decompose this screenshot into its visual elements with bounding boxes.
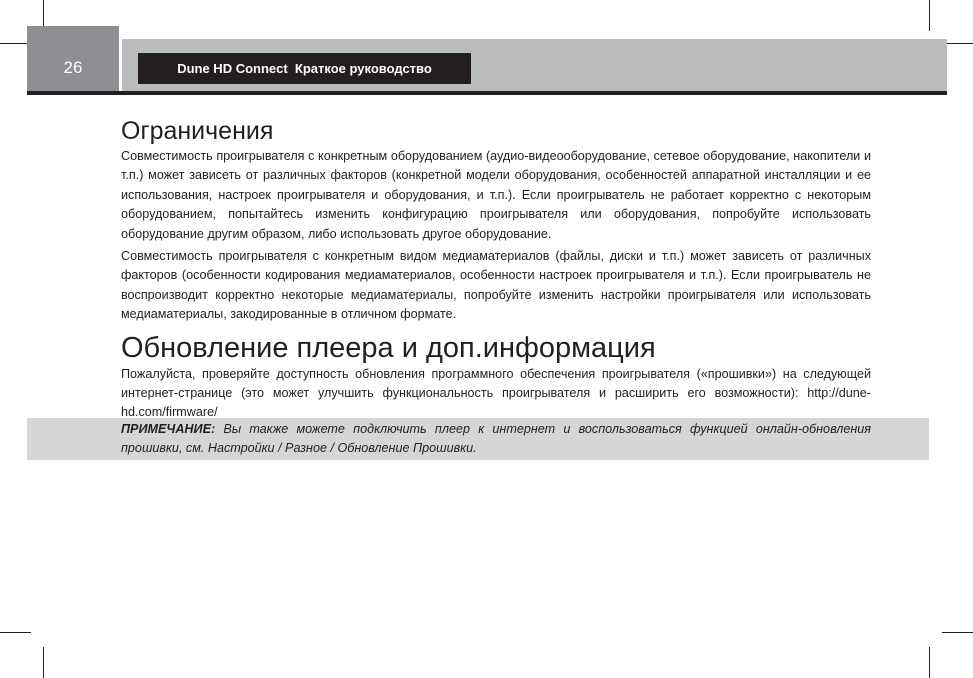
crop-mark [929,647,930,678]
paragraph: Совместимость проигрывателя с конкретным оборудованием (аудио-видеооборудование, сетевое оборудование, накопители и т.п.) может зависеть от различных факторов (конкретной модели оборудования, особенностей аппаратной инсталляции и ее использования, настроек проигрывателя и оборудования, и т.п.). Если проигрыватель не работает корректно с некоторым оборудованием, попытайтесь изменить конфигурацию проигрывателя или оборудования, попробуйте использовать оборудование другим образом, либо использовать другое оборудование. [121,149,871,241]
section-heading-limitations: Ограничения [121,117,274,145]
crop-mark [942,632,973,633]
note-text: Вы также можете подключить плеер к интернет и воспользоваться функцией онлайн-обновления прошивки, см. Настройки / Разное / Обновление Прошивки. [121,422,871,455]
header-title: Dune HD Connect Краткое руководство [177,61,432,76]
crop-mark [0,632,31,633]
page-number: 26 [63,58,83,77]
paragraph: Совместимость проигрывателя с конкретным видом медиаматериалов (файлы, диски и т.п.) может зависеть от различных факторов (особенности кодирования медиаматериалов, особенности настроек проигрывателя и т.п.). Если проигрыватель не воспроизводит корректно некоторые медиаматериалы, попробуйте изменить настройки проигрывателя или использовать медиаматериалы, закодированные в отличном формате. [121,249,871,322]
note [121,420,871,458]
section-heading-update: Обновление плеера и доп.информация [121,331,656,364]
crop-mark [43,647,44,678]
header-rule [27,91,947,95]
page-content [121,117,871,426]
paragraph: Пожалуйста, проверяйте доступность обновления программного обеспечения проигрывателя («прошивки») на следующей интернет-странице (это может улучшить функциональность проигрывателя и расширить его возможности): http://dune-hd.com/firmware/ [121,366,871,420]
header-divider [119,39,122,92]
note-label: ПРИМЕЧАНИЕ: [121,422,216,436]
crop-mark [929,0,930,31]
